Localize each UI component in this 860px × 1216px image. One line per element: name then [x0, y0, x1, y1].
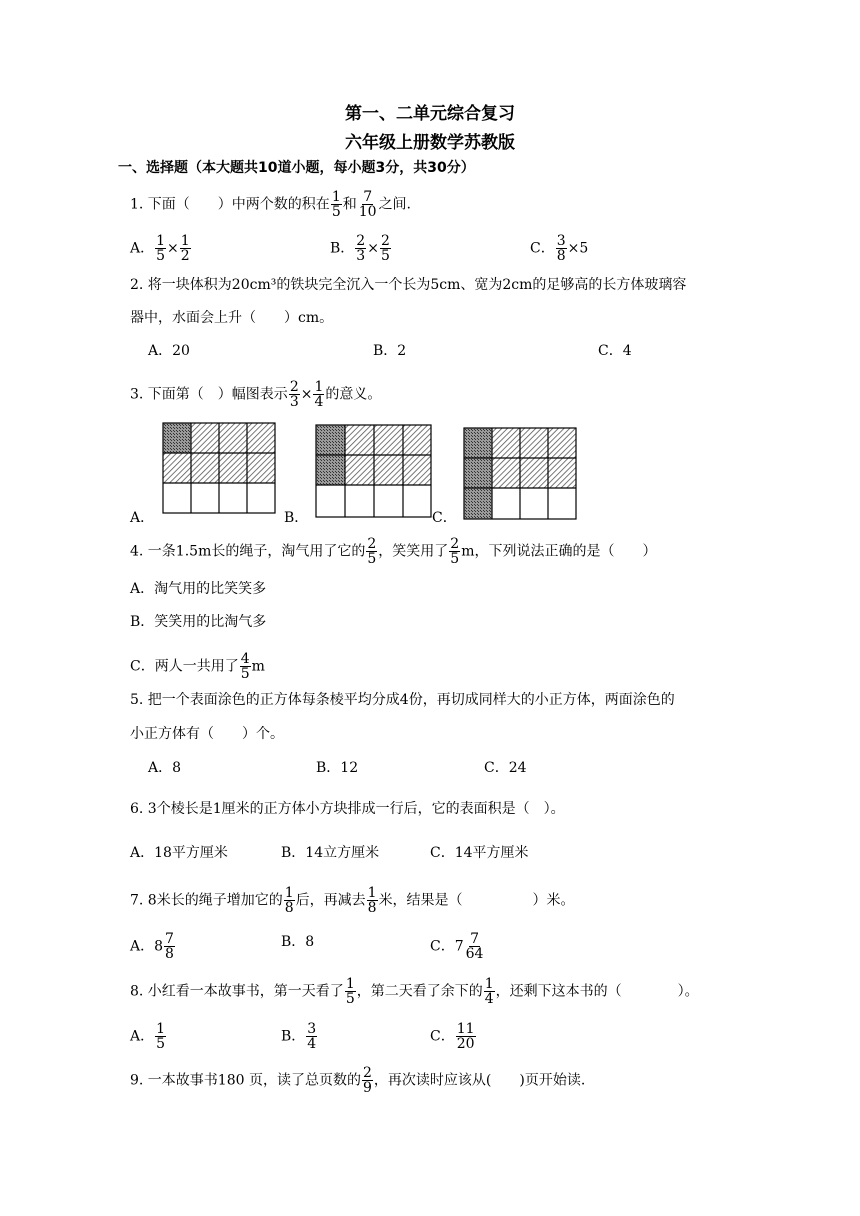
q5-option-c[interactable]: C．24 [484, 760, 527, 776]
question-2-line-2: 器中，水面会上升（ ）cm。 [130, 310, 334, 326]
q4-option-a[interactable]: A．淘气用的比笑笑多 [130, 581, 267, 597]
q2-option-b[interactable]: B．2 [373, 343, 407, 359]
q6-option-b[interactable]: B．14立方厘米 [281, 845, 380, 861]
q8-option-b[interactable]: B． $\frac{3}{4}$ [281, 1021, 317, 1052]
question-2-line-1: 2. 将一块体积为20cm³的铁块完全沉入一个长为5cm、宽为2cm的足够高的长方体玻璃容 [130, 277, 687, 293]
q6-option-a[interactable]: A．18平方厘米 [130, 845, 228, 861]
q4-option-b[interactable]: B．笑笑用的比淘气多 [130, 614, 267, 630]
section-heading: 一、选择题（本大题共10道小题，每小题3分，共30分） [118, 160, 475, 176]
q3-figure-c[interactable] [463, 427, 579, 521]
q7-option-c[interactable]: C．7 $\frac{7}{64}$ [430, 931, 484, 962]
q4-option-c[interactable]: C．两人一共用了 $\frac{4}{5}$ m [130, 651, 265, 682]
question-6: 6. 3个棱长是1厘米的正方体小方块排成一行后，它的表面积是（ ）。 [130, 801, 565, 817]
q8-option-a[interactable]: A． $\frac{1}{5}$ [130, 1021, 166, 1052]
question-5-line-2: 小正方体有（ ）个。 [130, 726, 284, 742]
q3-figure-b[interactable] [315, 424, 433, 518]
q7-option-b[interactable]: B．8 [281, 934, 315, 950]
question-7: 7. 8米长的绳子增加它的 $\frac{1}{8}$ 后，再减去 $\frac{1}{8}$ 米，结果是（ ）米。 [130, 885, 575, 916]
question-8: 8. 小红看一本故事书，第一天看了 $\frac{1}{5}$ ，第二天看了余下的 $\frac{1}{4}$ ，还剩下这本书的（ ）。 [130, 976, 699, 1007]
question-5-line-1: 5. 把一个表面涂色的正方体每条棱平均分成4份，再切成同样大的小正方体，两面涂色的 [130, 692, 675, 708]
q2-option-a[interactable]: A．20 [148, 343, 190, 359]
q7-option-a[interactable]: A．8 $\frac{7}{8}$ [130, 931, 174, 962]
q1-option-a[interactable]: A． $\frac{1}{5}$ × $\frac{1}{2}$ [130, 233, 190, 264]
question-3: 3. 下面第（ ）幅图表示 $\frac{2}{3}$ × $\frac{1}{4}$ 的意义。 [130, 379, 382, 410]
question-1: 1. 下面（ ）中两个数的积在 $\frac{1}{5}$ 和 $\frac{7}{10}$ 之间. [130, 189, 412, 220]
q3-figure-a[interactable] [162, 422, 278, 514]
page-title: 第一、二单元综合复习 [345, 104, 515, 124]
q6-option-c[interactable]: C．14平方厘米 [430, 845, 529, 861]
question-4: 4. 一条1.5m长的绳子，淘气用了它的 $\frac{2}{5}$ ，笑笑用了 $\frac{2}{5}$ m，下列说法正确的是（ ） [130, 536, 657, 567]
question-9: 9. 一本故事书180 页，读了总页数的 $\frac{2}{9}$ ，再次读时应该从( )页开始读. [130, 1065, 586, 1096]
q8-option-c[interactable]: C． $\frac{11}{20}$ [430, 1021, 475, 1052]
q2-option-c[interactable]: C．4 [598, 343, 632, 359]
q5-option-b[interactable]: B．12 [316, 760, 359, 776]
q3-option-c-label[interactable]: C． [432, 510, 457, 526]
q3-option-a-label[interactable]: A． [130, 510, 155, 526]
q5-option-a[interactable]: A．8 [148, 760, 182, 776]
q3-option-b-label[interactable]: B． [284, 510, 309, 526]
q1-option-c[interactable]: C． $\frac{3}{8}$ ×5 [530, 233, 589, 264]
q1-option-b[interactable]: B． $\frac{2}{3}$ × $\frac{2}{5}$ [330, 233, 390, 264]
page-subtitle: 六年级上册数学苏教版 [345, 133, 515, 153]
